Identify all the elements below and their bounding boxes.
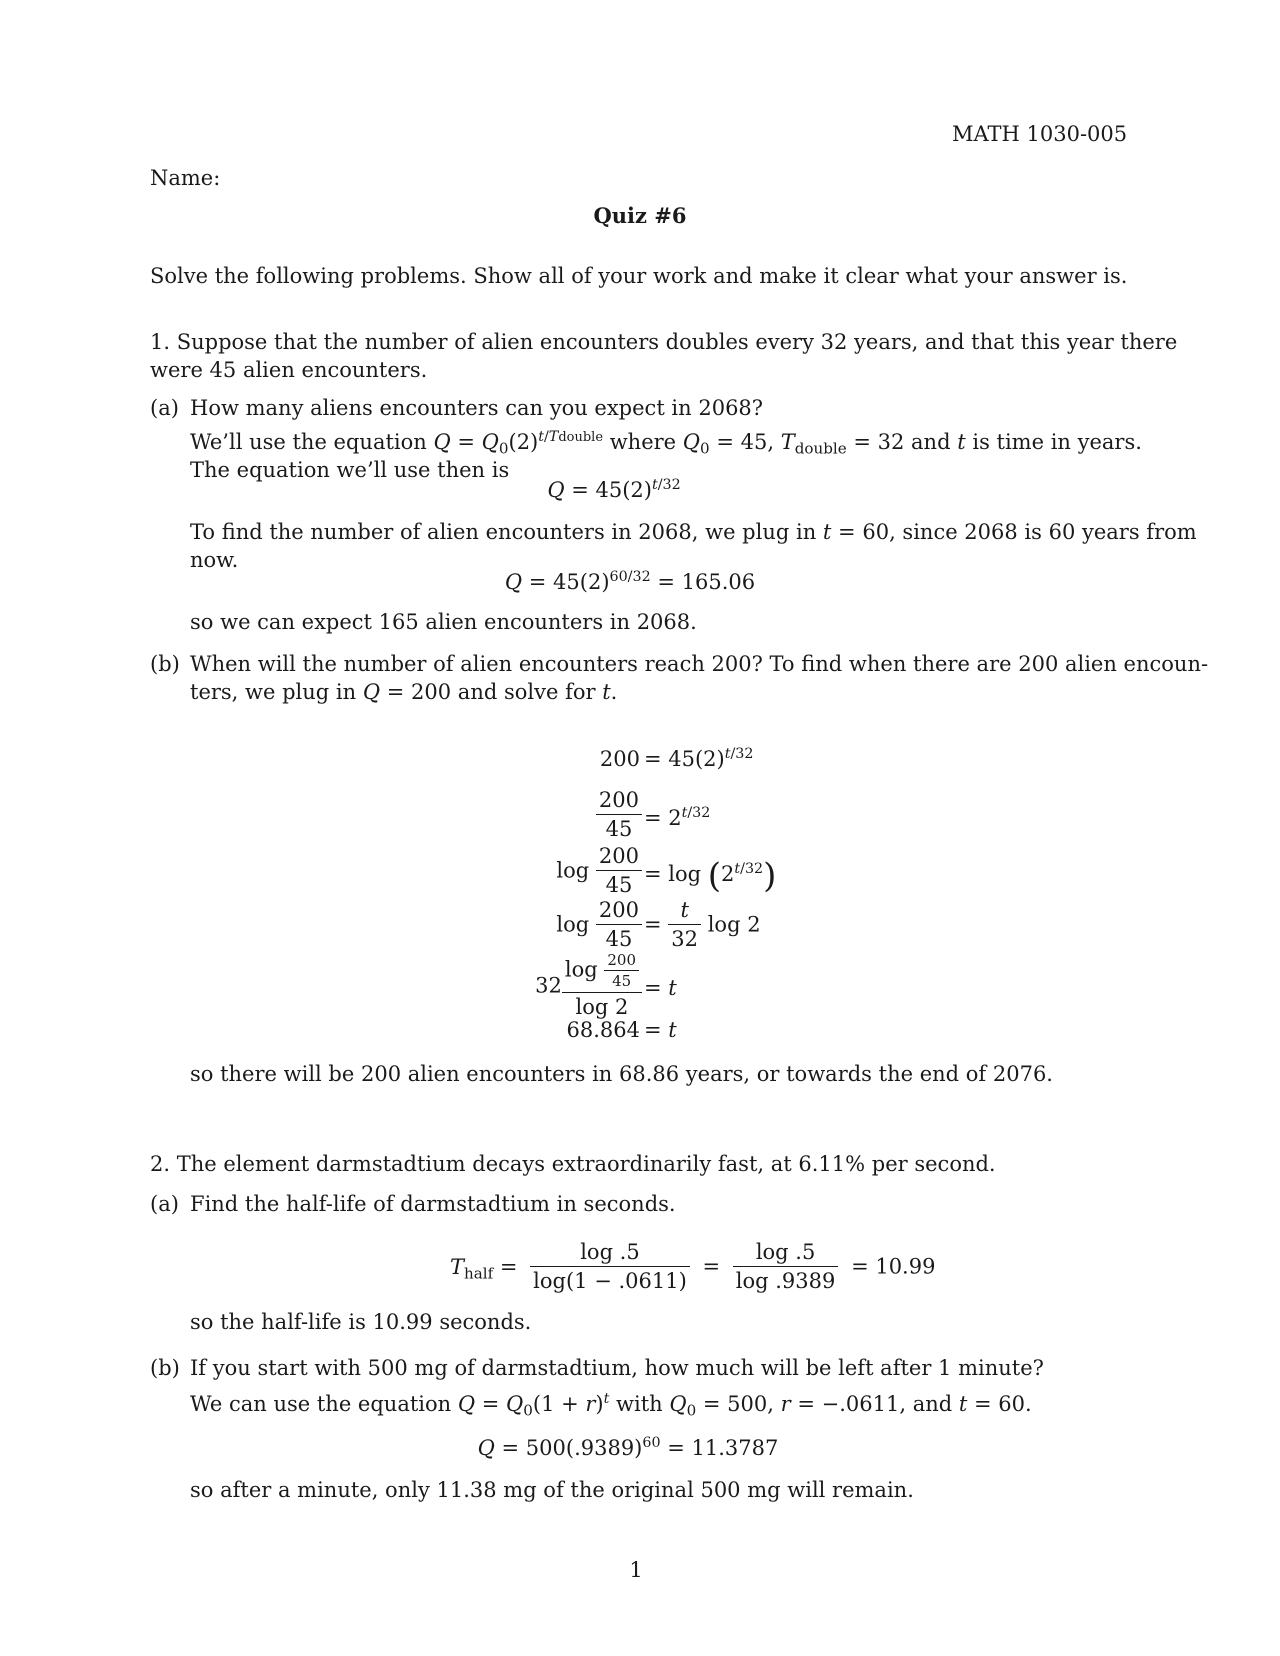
problem2b-label: (b) — [150, 1356, 180, 1380]
problem2a-question: Find the half-life of darmstadtium in seconds. — [190, 1192, 676, 1216]
problem1b-conclusion: so there will be 200 alien encounters in 68.86 years, or towards the end of 2076. — [190, 1062, 1053, 1086]
problem1a-setup-line2: The equation we’ll use then is — [190, 458, 510, 482]
problem1a-setup-line1: We’ll use the equation $Q = Q_0(2)^{t/Tdouble}$ where $Q_0 = 45$, $T_{double} = 32$ and t is time in years. — [190, 429, 1142, 458]
problem1-intro-line1: 1. Suppose that the number of alien encounters doubles every 32 years, and that this year there — [150, 330, 1178, 354]
page-number: 1 — [629, 1558, 643, 1582]
problem1-intro-line2: were 45 alien encounters. — [150, 358, 428, 382]
problem1a-plug-line1: To find the number of alien encounters in 2068, we plug in t = 60, since 2068 is 60 years from — [190, 520, 1197, 544]
problem1b-question-line2: ters, we plug in Q = 200 and solve for t. — [190, 680, 618, 704]
problem1b-question-line1: When will the number of alien encounters reach 200? To find when there are 200 alien encoun- — [190, 652, 1209, 676]
problem1a-conclusion: so we can expect 165 alien encounters in 2068. — [190, 610, 697, 634]
problem2a-label: (a) — [150, 1192, 179, 1216]
problem1b-label: (b) — [150, 652, 180, 676]
problem1a-plug-line2: now. — [190, 548, 239, 572]
equation-2068: $Q = 45(2)^{60/32} = 165.06$ — [504, 569, 756, 594]
derivation-block: 200 = $45(2)^{t/32}$ $\frac{200}{45}$ = $2^{t/32}$ log $\frac{200}{45}$ = $\log (2^{t/32})$ log $\frac{200}{45}$ = $\frac{t}{32}$ log 2 32 log $\frac{200}{45}$ log 2 = t 68.864 = t — [535, 746, 777, 1042]
quiz-title: Quiz #6 — [593, 203, 687, 228]
name-label: Name: — [150, 166, 221, 190]
instructions: Solve the following problems. Show all of your work and make it clear what your answer is. — [150, 264, 1128, 288]
problem2b-question: If you start with 500 mg of darmstadtium, how much will be left after 1 minute? — [190, 1356, 1044, 1380]
equation-model: $Q = 45(2)^{t/32}$ — [547, 477, 681, 502]
course-code: MATH 1030-005 — [952, 122, 1128, 146]
problem2a-conclusion: so the half-life is 10.99 seconds. — [190, 1310, 532, 1334]
problem2b-setup: We can use the equation $Q = Q_0(1 + r)^t$ with $Q_0 = 500$, r = −.0611, and t = 60. — [190, 1391, 1032, 1420]
remaining-equation: $Q = 500(.9389)^{60} = 11.3787$ — [477, 1435, 779, 1460]
problem1a-question: How many aliens encounters can you expect in 2068? — [190, 396, 764, 420]
problem2b-conclusion: so after a minute, only 11.38 mg of the original 500 mg will remain. — [190, 1478, 914, 1502]
problem1a-label: (a) — [150, 396, 179, 420]
half-life-equation: $T_{half}$ = $\frac{\log .5}{\log(1 - .0611)}$ = $\frac{\log .5}{\log .9389}$ = 10.99 — [450, 1240, 936, 1294]
problem2-intro: 2. The element darmstadtium decays extraordinarily fast, at 6.11% per second. — [150, 1152, 996, 1176]
